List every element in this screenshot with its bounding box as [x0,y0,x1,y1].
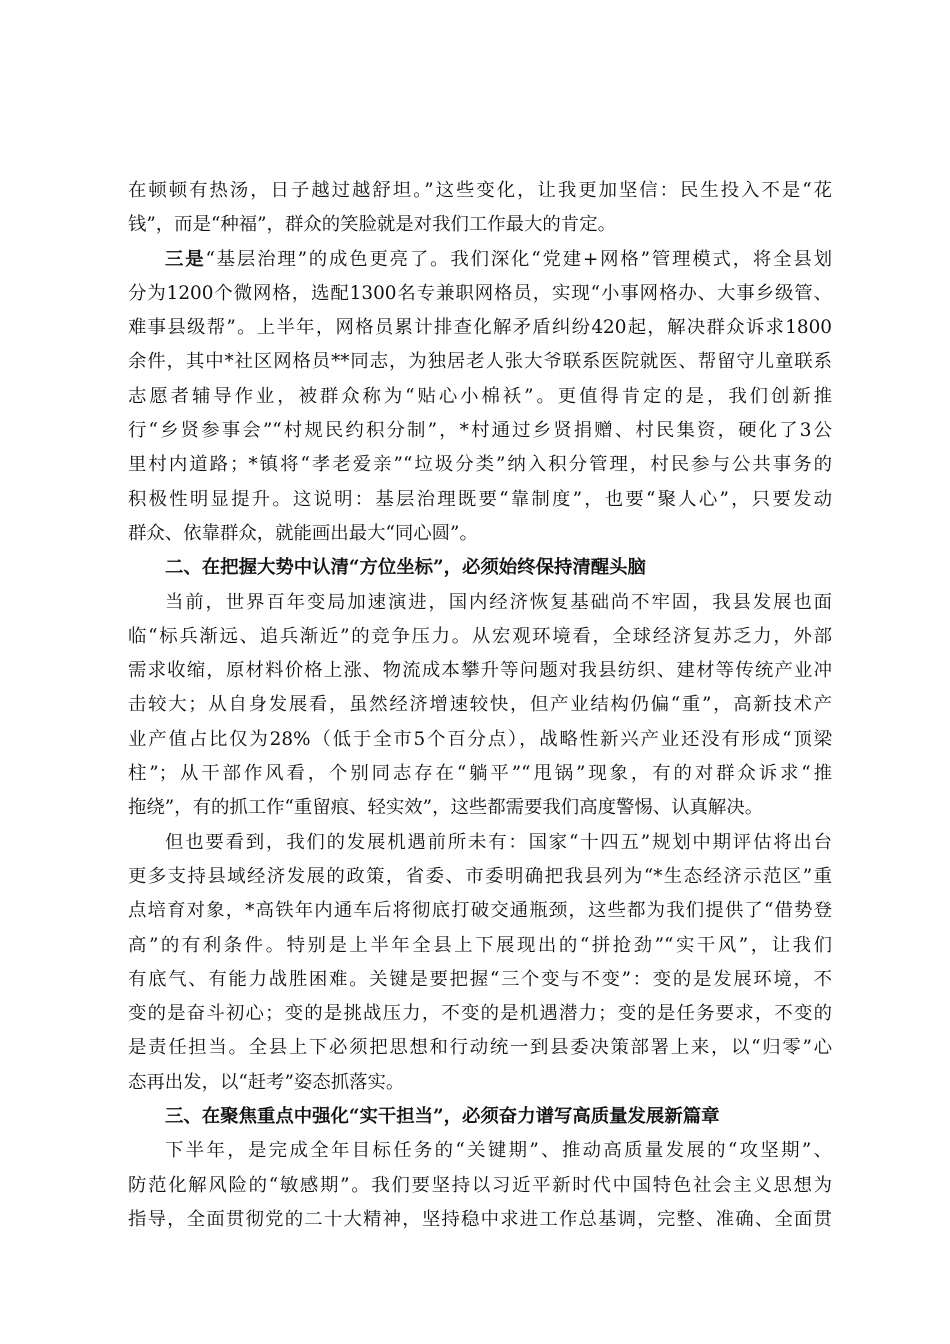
text-line: 在顿顿有热汤，日子越过越舒坦。”这些变化，让我更加坚信：民生投入不是“花 [128,180,832,201]
text-line: 变的是奋斗初心；变的是挑战压力，不变的是机遇潜力；变的是任务要求，不变的 [128,1003,832,1025]
heading-text: 三、在聚焦重点中强化“实干担当”，必须奋力谱写高质量发展新篇章 [165,1106,720,1128]
text-line: 击较大；从自身发展看，虽然经济增速较快，但产业结构仍偏“重”，高新技术产 [128,694,832,716]
paragraph [128,243,832,552]
text-line: 行“乡贤参事会”“村规民约积分制”，*村通过乡贤捐赠、村民集资，硬化了3公 [128,420,832,442]
text-line: 更多支持县域经济发展的政策，省委、市委明确把我县列为“*生态经济示范区”重 [128,865,832,887]
text-line: 分为1200个微网格，选配1300名专兼职网格员，实现“小事网格办、大事乡级管、 [128,282,832,304]
paragraph [128,826,832,1100]
section-heading [128,551,832,585]
paragraph [128,174,832,243]
text-line: 难事县级帮”。上半年，网格员累计排查化解矛盾纠纷420起，解决群众诉求1800 [128,317,832,339]
text-line: 态再出发，以“赶考”姿态抓落实。 [128,1071,405,1093]
paragraph-lead: 三是 [165,248,206,270]
document-page [128,174,832,1237]
text-line: 指导，全面贯彻党的二十大精神，坚持稳中求进工作总基调，完整、准确、全面贯 [128,1208,832,1230]
section-heading [128,1100,832,1134]
text-line [128,243,832,277]
text-line: 业产值占比仅为28%（低于全市5个百分点），战略性新兴产业还没有形成“顶梁 [128,728,832,750]
text-line: 志愿者辅导作业，被群众称为“贴心小棉袄”。更值得肯定的是，我们创新推 [128,385,832,407]
text-line: 当前，世界百年变局加速演进，国内经济恢复基础尚不牢固，我县发展也面 [165,591,832,613]
text-line: 拖绕”，有的抓工作“重留痕、轻实效”，这些都需要我们高度警惕、认真解决。 [128,797,764,819]
paragraph [128,586,832,826]
text-line: 余件，其中*社区网格员**同志，为独居老人张大爷联系医院就医、帮留守儿童联系 [128,351,832,373]
paragraph [128,1134,832,1237]
text-line: 有底气、有能力战胜困难。关键是要把握“三个变与不变”：变的是发展环境，不 [128,968,832,990]
text-line: 群众、依靠群众，就能画出最大“同心圆”。 [128,522,478,544]
text-line: 高”的有利条件。特别是上半年全县上下展现出的“拼抢劲”“实干风”，让我们 [128,934,832,956]
text-fragment: “基层治理”的成色更亮了。我们深化“党建+网格”管理模式，将全县划 [205,248,832,270]
text-line: 里村内道路；*镇将“孝老爱亲”“垃圾分类”纳入积分管理，村民参与公共事务的 [128,454,832,476]
text-line: 柱”；从干部作风看，个别同志存在“躺平”“甩锅”现象，有的对群众诉求“推 [128,763,832,785]
text-line: 临“标兵渐远、追兵渐近”的竞争压力。从宏观环境看，全球经济复苏乏力，外部 [128,625,832,647]
text-line: 但也要看到，我们的发展机遇前所未有：国家“十四五”规划中期评估将出台 [165,831,832,853]
text-line: 点培育对象，*高铁年内通车后将彻底打破交通瓶颈，这些都为我们提供了“借势登 [128,900,832,922]
text-line: 钱”，而是“种福”，群众的笑脸就是对我们工作最大的肯定。 [128,214,616,236]
text-line: 下半年，是完成全年目标任务的“关键期”、推动高质量发展的“攻坚期”、 [165,1140,832,1162]
text-line: 积极性明显提升。这说明：基层治理既要“靠制度”，也要“聚人心”，只要发动 [128,488,832,510]
heading-text: 二、在把握大势中认清“方位坐标”，必须始终保持清醒头脑 [165,557,646,579]
text-line: 需求收缩，原材料价格上涨、物流成本攀升等问题对我县纺织、建材等传统产业冲 [128,660,832,682]
text-line: 是责任担当。全县上下必须把思想和行动统一到县委决策部署上来，以“归零”心 [128,1037,832,1059]
text-line: 防范化解风险的“敏感期”。我们要坚持以习近平新时代中国特色社会主义思想为 [128,1174,832,1196]
